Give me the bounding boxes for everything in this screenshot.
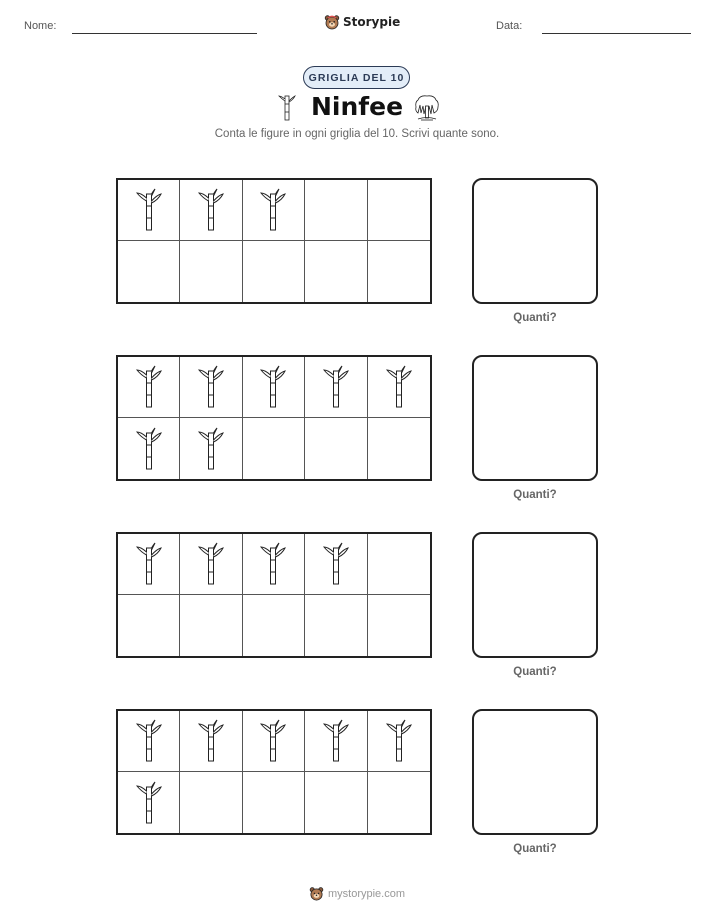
ten-frame-cell [368,772,430,833]
ten-frame-cell [305,180,367,241]
ten-frame-cell [180,180,242,241]
ten-frame-cell [368,534,430,595]
answer-box-4[interactable] [472,709,598,835]
answer-box-1[interactable] [472,178,598,304]
bamboo-icon [136,427,162,471]
answer-label-4: Quanti? [513,843,557,855]
bamboo-icon [323,719,349,763]
ten-frame-cell [243,418,305,479]
ten-frame-cell [305,534,367,595]
ten-frame-cell [118,357,180,418]
ten-frame-cell [118,595,180,656]
bamboo-icon [260,719,286,763]
answer-box-2[interactable] [472,355,598,481]
ten-frame-cell [180,595,242,656]
ten-frame-cell [368,180,430,241]
ten-frame-3 [116,532,432,658]
bamboo-icon [323,365,349,409]
bamboo-icon [198,188,224,232]
ten-frame-cell [368,357,430,418]
bamboo-icon [260,542,286,586]
brand-name: Storypie [343,15,401,29]
ten-frame-cell [180,534,242,595]
name-line[interactable] [72,33,257,34]
bamboo-icon [260,188,286,232]
ten-frame-cell [368,418,430,479]
ten-frame-2 [116,355,432,481]
ten-frame-cell [368,595,430,656]
ten-frame-cell [118,418,180,479]
answer-box-3[interactable] [472,532,598,658]
name-label: Nome: [24,20,57,32]
bamboo-icon [136,781,162,825]
instructions: Conta le figure in ogni griglia del 10. Scrivi quante sono. [214,128,500,140]
ten-frame-cell [180,357,242,418]
ten-frame-cell [243,595,305,656]
ten-frame-cell [180,772,242,833]
ten-frame-cell [118,711,180,772]
answer-label-1: Quanti? [513,312,557,324]
ten-frame-cell [305,418,367,479]
ten-frame-cell [180,241,242,302]
bamboo-icon [198,365,224,409]
footer [0,886,714,901]
ten-frame-cell [118,772,180,833]
ten-frame-cell [243,534,305,595]
ten-frame-cell [118,241,180,302]
answer-label-2: Quanti? [513,489,557,501]
bamboo-icon [136,542,162,586]
footer-url[interactable]: mystorypie.com [327,887,406,900]
bamboo-icon [260,365,286,409]
ten-frame-cell [243,357,305,418]
ten-frame-cell [305,772,367,833]
worksheet-type-badge: GRIGLIA DEL 10 [303,66,410,89]
answer-label-3: Quanti? [513,666,557,678]
ten-frame-cell [368,711,430,772]
ten-frame-cell [243,711,305,772]
ten-frame-cell [118,180,180,241]
ten-frame-cell [305,595,367,656]
ten-frame-cell [243,772,305,833]
bear-face-icon [309,886,324,901]
bamboo-icon [136,188,162,232]
ten-frame-cell [180,711,242,772]
ten-frame-cell [118,534,180,595]
bamboo-icon [198,542,224,586]
ten-frame-cell [180,418,242,479]
bamboo-icon [323,542,349,586]
brand-logo [324,14,400,30]
bamboo-icon [136,719,162,763]
date-line[interactable] [542,33,691,34]
bamboo-icon [386,365,412,409]
bamboo-icon [386,719,412,763]
date-label: Data: [496,20,523,32]
bamboo-icon [198,427,224,471]
ten-frame-cell [305,241,367,302]
ten-frame-cell [368,241,430,302]
ten-frame-cell [243,180,305,241]
bamboo-icon [136,365,162,409]
page-title: Ninfee [310,92,404,121]
ten-frame-cell [305,711,367,772]
ten-frame-1 [116,178,432,304]
ten-frame-cell [305,357,367,418]
ten-frame-4 [116,709,432,835]
ten-frame-cell [243,241,305,302]
willow-tree-icon [412,92,442,122]
bear-face-icon [324,14,340,30]
bamboo-icon [198,719,224,763]
